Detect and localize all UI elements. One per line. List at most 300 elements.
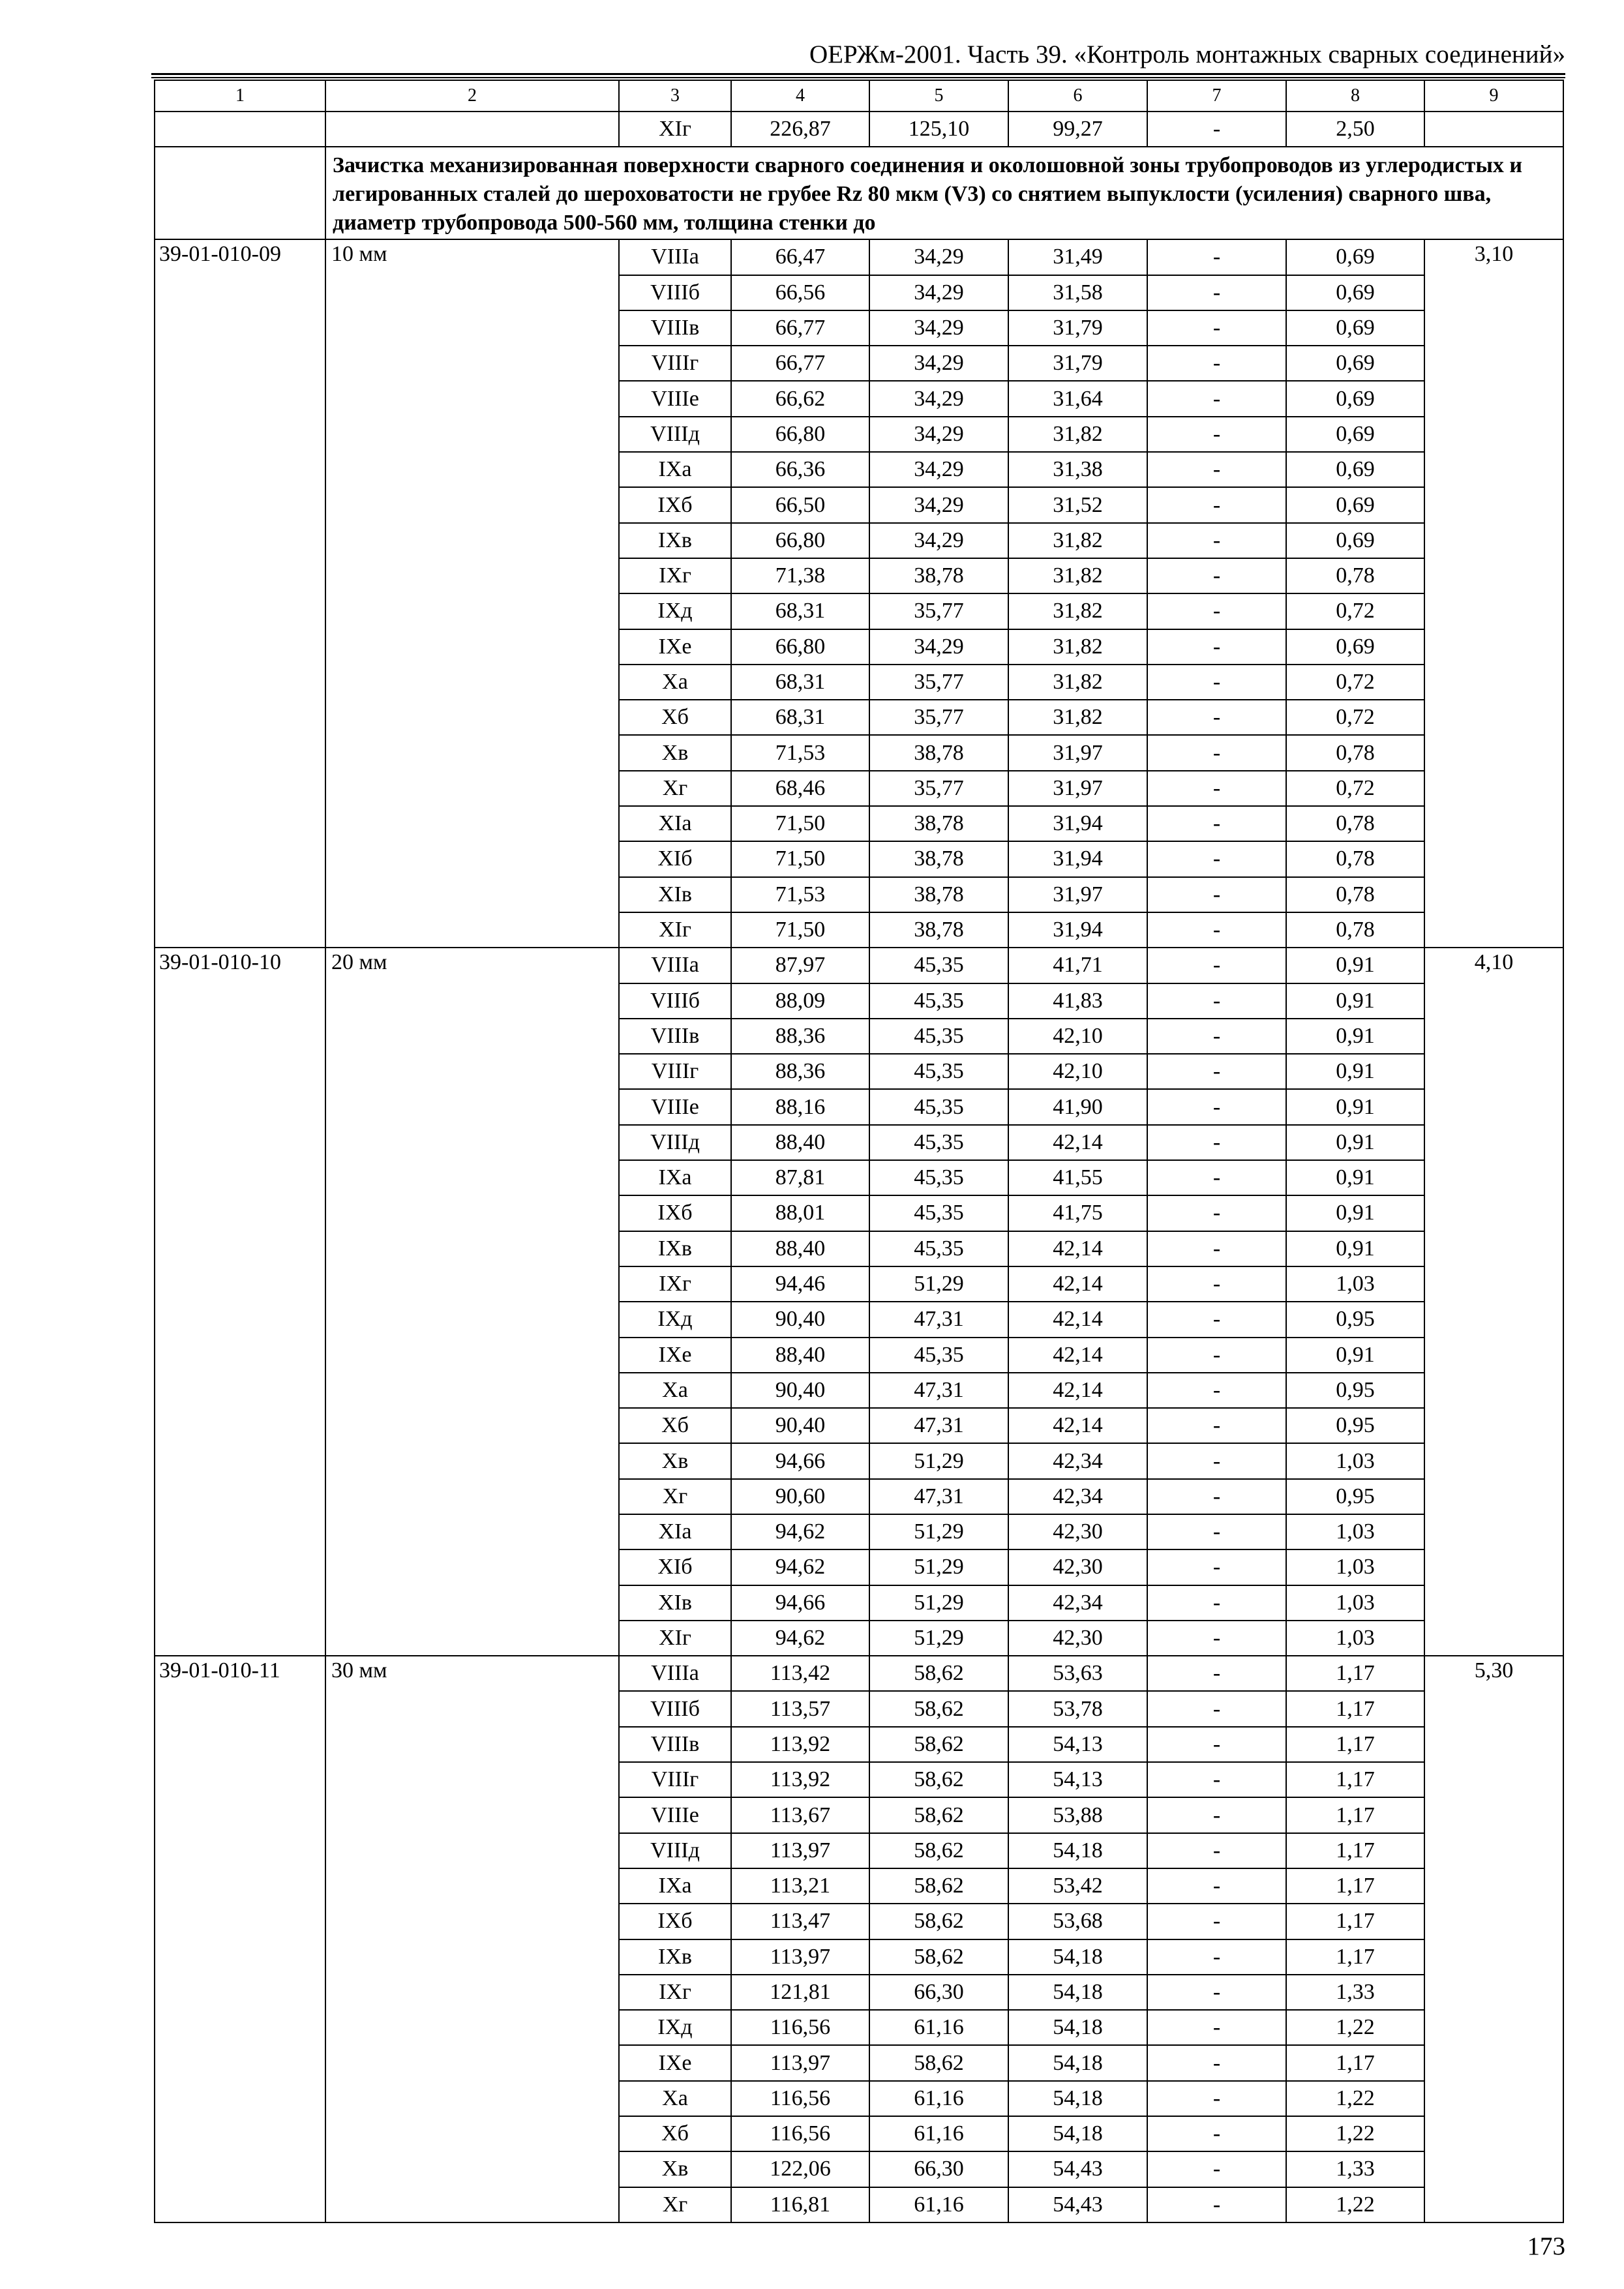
value-cell: -	[1147, 1408, 1286, 1443]
zone-cell: XIа	[619, 1514, 731, 1549]
value-cell: -	[1147, 346, 1286, 381]
value-cell: 94,66	[731, 1443, 869, 1478]
value-cell: 0,78	[1286, 877, 1424, 912]
zone-cell: Xг	[619, 2187, 731, 2222]
value-cell: -	[1147, 452, 1286, 487]
value-cell: -	[1147, 771, 1286, 806]
value-cell: 42,14	[1008, 1338, 1147, 1373]
value-cell: 94,46	[731, 1266, 869, 1302]
value-cell: 45,35	[869, 1125, 1008, 1160]
value-cell: 42,14	[1008, 1373, 1147, 1408]
carryover-row	[155, 112, 1563, 147]
value-cell: 34,29	[869, 523, 1008, 558]
zone-cell: VIIIб	[619, 275, 731, 310]
value-cell: 35,77	[869, 771, 1008, 806]
value-cell: 1,17	[1286, 1727, 1424, 1762]
value-cell: -	[1147, 1054, 1286, 1089]
value-cell: -	[1147, 1621, 1286, 1656]
value-cell: 0,91	[1286, 1338, 1424, 1373]
value-cell: 31,82	[1008, 558, 1147, 593]
zone-cell: IXе	[619, 1338, 731, 1373]
zone-cell: VIIIд	[619, 1833, 731, 1868]
table-row	[155, 1656, 1563, 1691]
value-cell: 35,77	[869, 593, 1008, 629]
value-cell: -	[1147, 2116, 1286, 2151]
value-cell: 66,47	[731, 239, 869, 275]
value-cell: 88,40	[731, 1125, 869, 1160]
value-cell: 94,62	[731, 1514, 869, 1549]
table-cell: 125,10	[869, 112, 1008, 147]
value-cell: 54,18	[1008, 2116, 1147, 2151]
value-cell: 0,69	[1286, 417, 1424, 452]
value-cell: 31,94	[1008, 841, 1147, 876]
value-cell: 45,35	[869, 1195, 1008, 1231]
value-cell: 90,40	[731, 1373, 869, 1408]
value-cell: -	[1147, 1797, 1286, 1833]
zone-cell: VIIIе	[619, 1797, 731, 1833]
value-cell: 0,69	[1286, 523, 1424, 558]
value-cell: 42,30	[1008, 1621, 1147, 1656]
value-cell: 113,57	[731, 1691, 869, 1726]
value-cell: 87,81	[731, 1160, 869, 1195]
value-cell: 113,21	[731, 1868, 869, 1904]
value-cell: 71,50	[731, 912, 869, 948]
value-cell: 54,18	[1008, 2045, 1147, 2080]
value-cell: 31,97	[1008, 735, 1147, 770]
value-cell: 47,31	[869, 1302, 1008, 1337]
value-cell: 0,91	[1286, 1160, 1424, 1195]
value-cell: -	[1147, 1125, 1286, 1160]
value-cell: 54,43	[1008, 2151, 1147, 2187]
value-cell: 66,30	[869, 1975, 1008, 2010]
value-cell: 53,63	[1008, 1656, 1147, 1691]
value-cell: 66,80	[731, 629, 869, 665]
section-title-row	[155, 147, 1563, 239]
section-title: Зачистка механизированная поверхности сварного соединения и околошовной зоны трубопроводов из углеродистых и легированных сталей до шероховатости не грубее Rz 80 мкм (V3) со снятием выпуклости (усиления) сварного шва, диаметр трубопровода 500-560 мм, толщина стенки до	[325, 147, 1563, 239]
value-cell: 51,29	[869, 1585, 1008, 1621]
value-cell: 58,62	[869, 1833, 1008, 1868]
value-cell: 0,95	[1286, 1373, 1424, 1408]
value-cell: 94,62	[731, 1549, 869, 1585]
zone-cell: Xв	[619, 1443, 731, 1478]
value-cell: 113,97	[731, 2045, 869, 2080]
value-cell: 45,35	[869, 1054, 1008, 1089]
value-cell: 58,62	[869, 1762, 1008, 1797]
zone-cell: Xа	[619, 1373, 731, 1408]
value-cell: 0,69	[1286, 381, 1424, 416]
zone-cell: XIв	[619, 1585, 731, 1621]
zone-cell: Xб	[619, 2116, 731, 2151]
value-cell: 53,42	[1008, 1868, 1147, 1904]
table-cell: 226,87	[731, 112, 869, 147]
value-cell: 54,43	[1008, 2187, 1147, 2222]
value-cell: 113,42	[731, 1656, 869, 1691]
zone-cell: IXа	[619, 1868, 731, 1904]
value-cell: 61,16	[869, 2010, 1008, 2045]
value-cell: 0,78	[1286, 912, 1424, 948]
value-cell: 51,29	[869, 1443, 1008, 1478]
value-cell: 53,88	[1008, 1797, 1147, 1833]
zone-cell: XIв	[619, 877, 731, 912]
value-cell: 47,31	[869, 1408, 1008, 1443]
value-cell: 113,97	[731, 1833, 869, 1868]
value-cell: 34,29	[869, 239, 1008, 275]
value-cell: 113,92	[731, 1762, 869, 1797]
value-cell: 71,53	[731, 735, 869, 770]
value-cell: 53,78	[1008, 1691, 1147, 1726]
column-number: 1	[155, 80, 325, 112]
value-cell: 0,95	[1286, 1408, 1424, 1443]
item-code: 39-01-010-11	[155, 1656, 325, 2222]
value-cell: 42,14	[1008, 1125, 1147, 1160]
value-cell: 61,16	[869, 2081, 1008, 2116]
value-cell: 45,35	[869, 1160, 1008, 1195]
value-cell: 0,78	[1286, 735, 1424, 770]
value-cell: 34,29	[869, 275, 1008, 310]
value-cell: 71,50	[731, 841, 869, 876]
value-cell: 45,35	[869, 1019, 1008, 1054]
value-cell: 34,29	[869, 629, 1008, 665]
zone-cell: VIIIа	[619, 1656, 731, 1691]
value-cell: -	[1147, 1975, 1286, 2010]
value-cell: 41,71	[1008, 948, 1147, 983]
zone-cell: Xг	[619, 1479, 731, 1514]
value-cell: 90,40	[731, 1302, 869, 1337]
value-cell: 34,29	[869, 487, 1008, 522]
value-cell: 0,91	[1286, 948, 1424, 983]
value-cell: -	[1147, 1762, 1286, 1797]
value-cell: 66,30	[869, 2151, 1008, 2187]
value-cell: 66,80	[731, 523, 869, 558]
value-cell: -	[1147, 1266, 1286, 1302]
column-number: 5	[869, 80, 1008, 112]
zone-cell: IXе	[619, 629, 731, 665]
value-cell: 88,16	[731, 1089, 869, 1124]
value-cell: 31,97	[1008, 877, 1147, 912]
value-cell: 34,29	[869, 381, 1008, 416]
value-cell: 54,13	[1008, 1762, 1147, 1797]
value-cell: 87,97	[731, 948, 869, 983]
value-cell: 1,17	[1286, 1939, 1424, 1975]
value-cell: 0,78	[1286, 841, 1424, 876]
item-name: 30 мм	[325, 1656, 619, 2222]
zone-cell: VIIIд	[619, 417, 731, 452]
zone-cell: Xб	[619, 700, 731, 735]
zone-cell: XIб	[619, 841, 731, 876]
zone-cell: IXг	[619, 1266, 731, 1302]
value-cell: 38,78	[869, 806, 1008, 841]
value-cell: 54,18	[1008, 2081, 1147, 2116]
value-cell: 66,77	[731, 310, 869, 346]
zone-cell: VIIIб	[619, 983, 731, 1019]
value-cell: 45,35	[869, 1089, 1008, 1124]
value-cell: 54,18	[1008, 2010, 1147, 2045]
value-cell: 45,35	[869, 1338, 1008, 1373]
value-cell: 0,95	[1286, 1302, 1424, 1337]
value-cell: -	[1147, 1089, 1286, 1124]
zone-cell: XIа	[619, 806, 731, 841]
value-cell: 1,17	[1286, 1691, 1424, 1726]
value-cell: 122,06	[731, 2151, 869, 2187]
value-cell: 1,17	[1286, 1656, 1424, 1691]
norm-cell: 4,10	[1424, 948, 1563, 1656]
value-cell: -	[1147, 1514, 1286, 1549]
zone-cell: Xб	[619, 1408, 731, 1443]
value-cell: 31,79	[1008, 310, 1147, 346]
value-cell: 31,82	[1008, 593, 1147, 629]
value-cell: 42,10	[1008, 1054, 1147, 1089]
value-cell: 41,55	[1008, 1160, 1147, 1195]
value-cell: 54,18	[1008, 1833, 1147, 1868]
zone-cell: VIIIа	[619, 239, 731, 275]
value-cell: 58,62	[869, 1797, 1008, 1833]
table-cell	[155, 147, 325, 239]
value-cell: -	[1147, 1019, 1286, 1054]
value-cell: 38,78	[869, 735, 1008, 770]
value-cell: 88,01	[731, 1195, 869, 1231]
value-cell: 1,22	[1286, 2010, 1424, 2045]
zone-cell: IXб	[619, 1195, 731, 1231]
value-cell: 0,69	[1286, 310, 1424, 346]
value-cell: -	[1147, 629, 1286, 665]
value-cell: 42,14	[1008, 1266, 1147, 1302]
value-cell: 34,29	[869, 417, 1008, 452]
value-cell: -	[1147, 558, 1286, 593]
value-cell: 1,17	[1286, 1904, 1424, 1939]
value-cell: 42,14	[1008, 1302, 1147, 1337]
value-cell: 42,34	[1008, 1479, 1147, 1514]
value-cell: 1,33	[1286, 2151, 1424, 2187]
value-cell: 116,81	[731, 2187, 869, 2222]
zone-cell: IXа	[619, 452, 731, 487]
value-cell: 66,50	[731, 487, 869, 522]
value-cell: 0,95	[1286, 1479, 1424, 1514]
value-cell: 45,35	[869, 1231, 1008, 1266]
value-cell: 31,82	[1008, 665, 1147, 700]
zone-cell: IXв	[619, 1231, 731, 1266]
value-cell: -	[1147, 1585, 1286, 1621]
value-cell: 88,40	[731, 1231, 869, 1266]
value-cell: 47,31	[869, 1479, 1008, 1514]
value-cell: 90,40	[731, 1408, 869, 1443]
zone-cell: VIIIг	[619, 1762, 731, 1797]
norm-cell: 3,10	[1424, 239, 1563, 948]
item-name: 20 мм	[325, 948, 619, 1656]
value-cell: -	[1147, 1833, 1286, 1868]
table-cell: XIг	[619, 112, 731, 147]
zone-cell: Xв	[619, 2151, 731, 2187]
value-cell: 66,36	[731, 452, 869, 487]
value-cell: 51,29	[869, 1266, 1008, 1302]
value-cell: 68,31	[731, 593, 869, 629]
table-cell	[325, 112, 619, 147]
value-cell: 1,22	[1286, 2081, 1424, 2116]
value-cell: 0,72	[1286, 700, 1424, 735]
zone-cell: VIIIе	[619, 381, 731, 416]
value-cell: 47,31	[869, 1373, 1008, 1408]
value-cell: -	[1147, 1479, 1286, 1514]
item-code: 39-01-010-09	[155, 239, 325, 948]
price-table	[154, 80, 1564, 2223]
value-cell: 58,62	[869, 1656, 1008, 1691]
value-cell: 42,30	[1008, 1514, 1147, 1549]
value-cell: 38,78	[869, 912, 1008, 948]
zone-cell: IXа	[619, 1160, 731, 1195]
value-cell: -	[1147, 1338, 1286, 1373]
zone-cell: Xа	[619, 2081, 731, 2116]
value-cell: -	[1147, 1868, 1286, 1904]
table-row	[155, 239, 1563, 275]
value-cell: 0,69	[1286, 629, 1424, 665]
value-cell: 0,78	[1286, 558, 1424, 593]
value-cell: -	[1147, 523, 1286, 558]
zone-cell: VIIIе	[619, 1089, 731, 1124]
value-cell: 31,52	[1008, 487, 1147, 522]
value-cell: 34,29	[869, 452, 1008, 487]
value-cell: 1,03	[1286, 1514, 1424, 1549]
value-cell: 0,69	[1286, 487, 1424, 522]
zone-cell: IXв	[619, 523, 731, 558]
value-cell: 113,47	[731, 1904, 869, 1939]
value-cell: 31,79	[1008, 346, 1147, 381]
value-cell: 68,31	[731, 665, 869, 700]
zone-cell: IXг	[619, 1975, 731, 2010]
value-cell: 0,91	[1286, 1019, 1424, 1054]
table-cell: 99,27	[1008, 112, 1147, 147]
zone-cell: XIг	[619, 912, 731, 948]
value-cell: 31,82	[1008, 417, 1147, 452]
value-cell: 58,62	[869, 1868, 1008, 1904]
value-cell: -	[1147, 806, 1286, 841]
value-cell: -	[1147, 1904, 1286, 1939]
value-cell: 116,56	[731, 2010, 869, 2045]
value-cell: 88,40	[731, 1338, 869, 1373]
value-cell: 68,31	[731, 700, 869, 735]
value-cell: 45,35	[869, 948, 1008, 983]
value-cell: -	[1147, 1195, 1286, 1231]
value-cell: 1,17	[1286, 1868, 1424, 1904]
value-cell: 66,77	[731, 346, 869, 381]
value-cell: 0,69	[1286, 452, 1424, 487]
value-cell: 38,78	[869, 841, 1008, 876]
value-cell: 54,18	[1008, 1939, 1147, 1975]
column-number-row	[155, 80, 1563, 112]
value-cell: -	[1147, 2010, 1286, 2045]
zone-cell: VIIIв	[619, 1019, 731, 1054]
value-cell: 53,68	[1008, 1904, 1147, 1939]
value-cell: 34,29	[869, 346, 1008, 381]
value-cell: 45,35	[869, 983, 1008, 1019]
value-cell: 1,17	[1286, 2045, 1424, 2080]
value-cell: 51,29	[869, 1621, 1008, 1656]
zone-cell: IXб	[619, 487, 731, 522]
value-cell: 58,62	[869, 2045, 1008, 2080]
value-cell: 51,29	[869, 1549, 1008, 1585]
value-cell: 41,75	[1008, 1195, 1147, 1231]
value-cell: -	[1147, 877, 1286, 912]
column-number: 2	[325, 80, 619, 112]
value-cell: -	[1147, 310, 1286, 346]
value-cell: 31,82	[1008, 700, 1147, 735]
value-cell: 0,91	[1286, 1054, 1424, 1089]
value-cell: 0,72	[1286, 665, 1424, 700]
value-cell: -	[1147, 1549, 1286, 1585]
value-cell: 58,62	[869, 1727, 1008, 1762]
value-cell: 0,69	[1286, 275, 1424, 310]
zone-cell: XIг	[619, 1621, 731, 1656]
value-cell: -	[1147, 1302, 1286, 1337]
zone-cell: VIIIа	[619, 948, 731, 983]
value-cell: -	[1147, 1443, 1286, 1478]
value-cell: 31,58	[1008, 275, 1147, 310]
zone-cell: VIIIв	[619, 310, 731, 346]
value-cell: 88,09	[731, 983, 869, 1019]
value-cell: 0,91	[1286, 1231, 1424, 1266]
item-code: 39-01-010-10	[155, 948, 325, 1656]
zone-cell: IXд	[619, 2010, 731, 2045]
value-cell: -	[1147, 665, 1286, 700]
value-cell: 1,17	[1286, 1762, 1424, 1797]
value-cell: -	[1147, 1231, 1286, 1266]
value-cell: 35,77	[869, 700, 1008, 735]
value-cell: 61,16	[869, 2187, 1008, 2222]
table-cell: -	[1147, 112, 1286, 147]
value-cell: 1,03	[1286, 1621, 1424, 1656]
zone-cell: VIIIв	[619, 1727, 731, 1762]
value-cell: 1,03	[1286, 1585, 1424, 1621]
column-number: 6	[1008, 80, 1147, 112]
value-cell: -	[1147, 417, 1286, 452]
value-cell: 41,90	[1008, 1089, 1147, 1124]
column-number: 4	[731, 80, 869, 112]
value-cell: 1,22	[1286, 2187, 1424, 2222]
value-cell: -	[1147, 700, 1286, 735]
value-cell: -	[1147, 841, 1286, 876]
value-cell: 61,16	[869, 2116, 1008, 2151]
zone-cell: VIIIб	[619, 1691, 731, 1726]
value-cell: 68,46	[731, 771, 869, 806]
value-cell: 0,69	[1286, 346, 1424, 381]
zone-cell: XIб	[619, 1549, 731, 1585]
value-cell: -	[1147, 1727, 1286, 1762]
value-cell: 31,38	[1008, 452, 1147, 487]
table-cell	[155, 112, 325, 147]
value-cell: 88,36	[731, 1019, 869, 1054]
value-cell: 66,80	[731, 417, 869, 452]
value-cell: 113,67	[731, 1797, 869, 1833]
table-cell	[1424, 112, 1563, 147]
zone-cell: Xв	[619, 735, 731, 770]
norm-cell: 5,30	[1424, 1656, 1563, 2222]
value-cell: -	[1147, 239, 1286, 275]
page-header: ОЕРЖм-2001. Часть 39. «Контроль монтажных сварных соединений»	[809, 40, 1565, 68]
value-cell: 38,78	[869, 877, 1008, 912]
zone-cell: IXд	[619, 1302, 731, 1337]
value-cell: 71,38	[731, 558, 869, 593]
value-cell: -	[1147, 948, 1286, 983]
column-number: 3	[619, 80, 731, 112]
value-cell: -	[1147, 2187, 1286, 2222]
value-cell: 71,50	[731, 806, 869, 841]
value-cell: 71,53	[731, 877, 869, 912]
zone-cell: Xа	[619, 665, 731, 700]
value-cell: 90,60	[731, 1479, 869, 1514]
value-cell: 1,17	[1286, 1797, 1424, 1833]
value-cell: 0,91	[1286, 1125, 1424, 1160]
value-cell: -	[1147, 1939, 1286, 1975]
value-cell: 58,62	[869, 1904, 1008, 1939]
value-cell: 1,03	[1286, 1549, 1424, 1585]
